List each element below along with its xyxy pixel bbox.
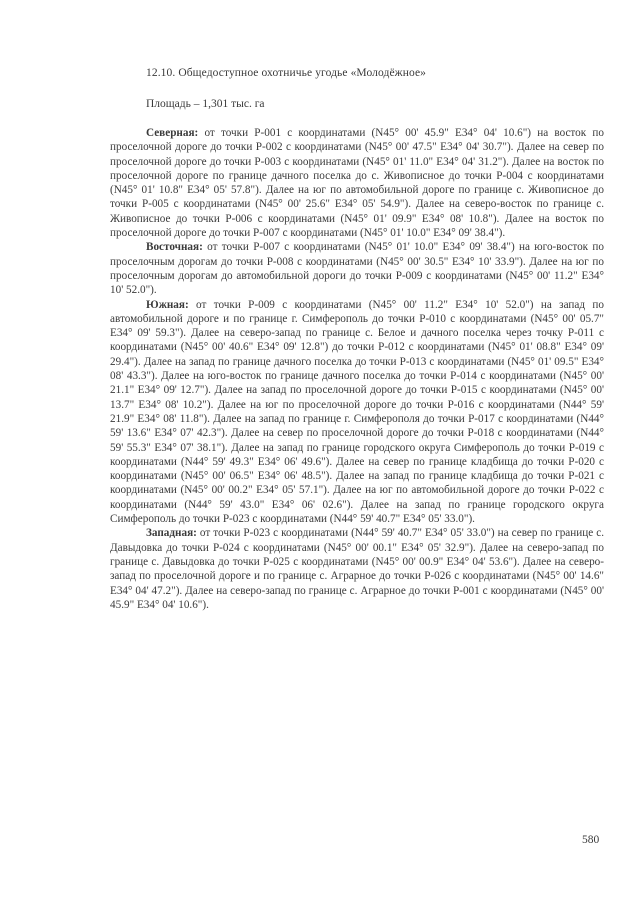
border-north-text: от точки Р-001 с координатами (N45° 00' 45.9" E34° 04' 10.6") на восток по проселочной дороге до точки Р-002 с координатами (N45° 00' 47.5" E34° 04' 30.7"). Далее на север по проселочной дороге до точки Р-003 с координатами (N45° 01' 11.0" E34° 04' 31.2"). Далее на восток по проселочной дороге по границе дачного поселка до с. Живописное до точки Р-004 с координатами (N45° 01' 10.8" E34° 05' 57.8"). Далее на юг по автомобильной дороге по границе с. Живописное до точки Р-005 с координатами (N45° 00' 25.6" E34° 05' 54.9"). Далее на северо-восток по границе с. Живописное до точки Р-006 с координатами (N45° 01' 09.9" E34° 08' 10.8"). Далее на восток по проселочной дороге до точки Р-007 с координатами (N45° 01' 10.0" E34° 09' 38.4"). bbox=[110, 127, 604, 240]
border-west-paragraph bbox=[110, 526, 604, 612]
border-east-label: Восточная: bbox=[146, 241, 203, 254]
area-line: Площадь – 1,301 тыс. га bbox=[146, 98, 265, 110]
border-east-paragraph bbox=[110, 240, 604, 297]
border-east-text: от точки Р-007 с координатами (N45° 01' 10.0" E34° 09' 38.4") на юго-восток по проселочным дорогам до точки Р-008 с координатами (N45° 00' 30.5" E34° 10' 33.9"). Далее на юг по проселочным дорогам до автомобильной дороги до точки Р-009 с координатами (N45° 00' 11.2" E34° 10' 52.0"). bbox=[110, 241, 604, 297]
border-west-text: от точки Р-023 с координатами (N44° 59' 40.7" E34° 05' 33.0") на север по границе с. Давыдовка до точки Р-024 с координатами (N45° 00' 00.1" E34° 05' 32.9"). Далее на северо-запад по границе с. Давыдовка до точки Р-025 с координатами (N45° 00' 00.9" E34° 04' 53.6"). Далее на северо-запад по проселочной дороге и по границе с. Аграрное до точки Р-026 с координатами (N45° 00' 14.6" E34° 04' 47.2"). Далее на северо-запад по границе с. Аграрное до точки Р-001 с координатами (N45° 00' 45.9" E34° 04' 10.6"). bbox=[110, 527, 604, 611]
section-heading: 12.10. Общедоступное охотничье угодье «Молодёжное» bbox=[146, 67, 427, 79]
page-number: 580 bbox=[582, 834, 600, 846]
border-west-label: Западная: bbox=[146, 527, 197, 540]
border-description bbox=[110, 126, 604, 612]
border-north-paragraph bbox=[110, 126, 604, 240]
border-south-paragraph bbox=[110, 298, 604, 527]
border-north-label: Северная: bbox=[146, 127, 199, 139]
border-south-text: от точки Р-009 с координатами (N45° 00' 11.2" E34° 10' 52.0") на запад по автомобильной дороге и по границе г. Симферополь до точки Р-010 с координатами (N45° 00' 05.7" E34° 09' 59.3"). Далее на северо-запад по границе с. Белое и дачного поселка через точку Р-011 с координатами (N45° 00' 40.6" E34° 09' 12.8") до точки Р-012 с координатами (N45° 01' 08.8" E34° 09' 29.4"). Далее на запад по границе дачного поселка до точки Р-013 с координатами (N45° 01' 09.5" E34° 08' 43.3"). Далее на юго-восток по границе дачного поселка до точки Р-014 с координатами (N45° 00' 21.1" E34° 09' 12.7"). Далее на запад по проселочной дороге до точки Р-015 с координатами (N45° 00' 13.7" E34° 08' 10.2"). Далее на юг по проселочной дороге до точки Р-016 с координатами (N44° 59' 21.9" E34° 08' 11.8"). Далее на запад по границе г. Симферополя до точки Р-017 с координатами (N44° 59' 13.6" E34° 07' 42.3"). Далее на север по проселочной дороге до точки Р-018 с координатами (N44° 59' 55.3" E34° 07' 38.1"). Далее на запад по границе городского округа Симферополь до точки Р-019 с координатами (N44° 59' 49.3" E34° 06' 49.6"). Далее на север по границе кладбища до точки Р-020 с координатами (N45° 00' 06.5" E34° 06' 48.5"). Далее на запад по границе кладбища до точки Р-021 с координатами (N45° 00' 00.2" E34° 05' 57.1"). Далее на юг по автомобильной дороге до точки Р-022 с координатами (N44° 59' 43.0" E34° 06' 02.6"). Далее на запад по границе городского округа Симферополь до точки Р-023 с координатами (N44° 59' 40.7" E34° 05' 33.0"). bbox=[110, 298, 604, 526]
border-south-label: Южная: bbox=[146, 298, 189, 311]
